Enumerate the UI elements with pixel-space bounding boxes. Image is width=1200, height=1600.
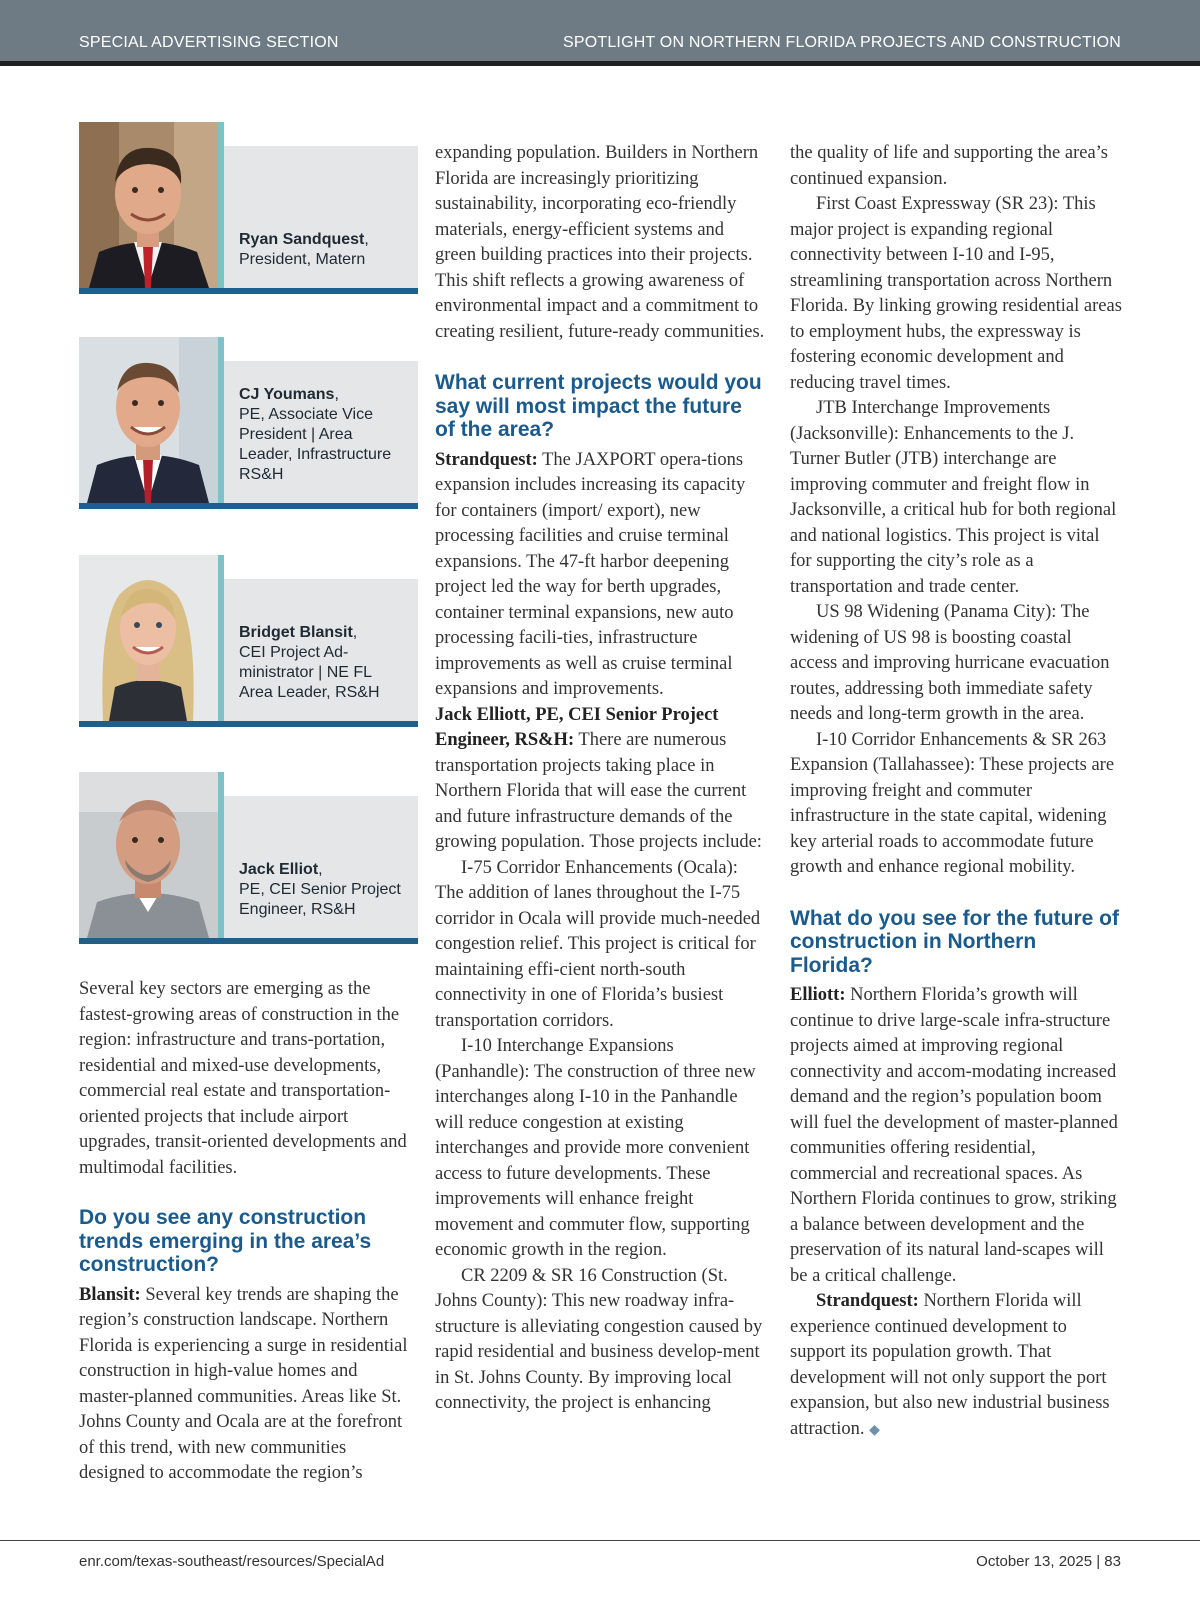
project-paragraph: First Coast Expressway (SR 23): This major project is expanding regional connectivity between I-10 and I-95, streamlining transportation across Northern Florida. By linking growing residential areas to employment hubs, the expressway is fostering economic development and reducing travel times. [790, 194, 1122, 393]
question-heading: What do you see for the future of construction in Northern Florida? [790, 906, 1119, 977]
answer-paragraph [435, 703, 767, 856]
intro-paragraph: Several key sectors are emerging as the fastest-growing areas of construction in the region: infrastructure and trans-portation, residential and mixed-use developments, commercial real estate and transportation-oriented projects that include airport upgrades, transit-oriented developments and multimodal facilities. [79, 979, 407, 1178]
profile-caption: Ryan Sandquest, President, Matern [239, 230, 410, 270]
question-heading: Do you see any construction trends emerging in the area’s construction? [79, 1206, 372, 1276]
question-heading: What current projects would you say will most impact the future of the area? [435, 371, 762, 441]
profile-photo [79, 122, 218, 288]
profile-caption: Jack Elliot, PE, CEI Senior Project Engineer, RS&H [239, 860, 410, 920]
profile-title-line: President, Matern [239, 251, 366, 268]
answer-paragraph [790, 1289, 1122, 1443]
project-paragraph: US 98 Widening (Panama City): The widening of US 98 is boosting coastal access and improving hurricane evacuation routes, addressing both immediate safety needs and long-term growth in the area. [790, 602, 1110, 724]
speaker-name: Blansit: [79, 1284, 141, 1305]
profile-card-blansit [79, 555, 418, 727]
header-rule [0, 61, 1200, 66]
project-paragraph: CR 2209 & SR 16 Construction (St. Johns County): This new roadway infra-structure is alleviating congestion caused by rapid residential and business develop-ment in St. Johns County. By improving local connectivity, the project is enhancing [435, 1265, 763, 1413]
profile-caption: CJ Youmans, PE, Associate Vice President | Area Leader, Infrastructure RS&H [239, 385, 410, 485]
footer-date-page: October 13, 2025 | 83 [976, 1553, 1121, 1570]
speaker-name: Strandquest: [816, 1291, 919, 1311]
answer-paragraph [435, 448, 767, 703]
continued-paragraph: the quality of life and supporting the area’s continued expansion. [790, 143, 1109, 189]
answer-text: Several key trends are shaping the region’s construction landscape. Northern Florida is experiencing a surge in residential construction in high-value homes and master-planned communities. Areas like St. Johns County and Ocala are at the forefront of this trend, with new communities designed to accommodate the region’s [79, 1284, 408, 1483]
profile-card-youmans [79, 337, 418, 509]
column-1 [79, 977, 413, 1487]
profile-title-line: Area Leader, RS&H [239, 684, 380, 701]
column-2 [435, 141, 767, 1417]
header-bar [0, 0, 1200, 66]
continued-paragraph: expanding population. Builders in Northern Florida are increasingly prioritizing sustainability, incorporating eco-friendly materials, energy-efficient systems and green building practices into their projects. This shift reflects a growing awareness of environmental impact and a commitment to creating resilient, future-ready communities. [435, 143, 765, 342]
profile-caption: Bridget Blansit, CEI Project Ad- ministrator | NE FL Area Leader, RS&H [239, 623, 410, 703]
profile-title-line: Engineer, RS&H [239, 901, 356, 918]
profile-title-line: ministrator | NE FL [239, 664, 373, 681]
card-bottom-bar [79, 721, 418, 727]
card-bottom-bar [79, 503, 418, 509]
profile-name: CJ Youmans [239, 386, 335, 403]
answer-text: The JAXPORT opera-tions expansion includes increasing its capacity for containers (import/ export), new processing facilities and cruise terminal expansions. The 47-ft harbor deepening project led the way for berth upgrades, container terminal expansions, new auto processing facili-ties, infrastructure improvements as well as cruise terminal expansions and improvements. [435, 449, 746, 699]
answer-text: There are numerous transportation projects taking place in Northern Florida that will ease the current and future infrastructure demands of the growing population. Those projects include: [435, 730, 762, 852]
profile-card-elliot [79, 772, 418, 944]
section-label: SPECIAL ADVERTISING SECTION [79, 34, 339, 51]
speaker-name: Strandquest: [435, 449, 538, 470]
spotlight-label: SPOTLIGHT ON NORTHERN FLORIDA PROJECTS AND CONSTRUCTION [562, 34, 1121, 51]
answer-text: Northern Florida will experience continued development to support its population growth. That development will not only support the port expansion, but also new industrial business attraction. [790, 1291, 1110, 1439]
profile-photo [79, 555, 218, 721]
answer-text: Northern Florida’s growth will continue to drive large-scale infra-structure projects aimed at improving regional connectivity and accom-modating increased demand and the region’s population boom will fuel the development of master-planned communities offering residential, commercial and recreational spaces. As Northern Florida continues to grow, striking a balance between development and the preservation of its natural land-scapes will be a critical challenge. [790, 985, 1118, 1286]
column-3 [790, 141, 1122, 1443]
answer-paragraph [790, 983, 1122, 1289]
profile-title-line: RS&H [239, 466, 284, 483]
speaker-name: Elliott: [790, 985, 846, 1005]
footer-rule [0, 1540, 1200, 1541]
profile-name: Jack Elliot [239, 861, 319, 878]
profile-title-line: PE, CEI Senior Project [239, 881, 401, 898]
project-paragraph: I-75 Corridor Enhancements (Ocala): The addition of lanes throughout the I-75 corridor in Ocala will provide much-needed congestion relief. This project is critical for maintaining effi-cient north-south connectivity in one of Florida’s busiest transportation corridors. [435, 857, 761, 1031]
profile-photo [79, 772, 218, 938]
profile-title-line: President | Area [239, 426, 353, 443]
profile-title-line: PE, Associate Vice [239, 406, 373, 423]
speaker-name: Jack Elliott, PE, CEI Senior Project Engineer, RS&H: [435, 704, 719, 750]
project-paragraph: JTB Interchange Improvements (Jacksonville): Enhancements to the J. Turner Butler (JTB) interchange are improving commuter and freight flow in Jacksonville, a critical hub for both regional and national logistics. This project is vital for supporting the city’s role as a transportation and trade center. [790, 398, 1117, 597]
project-paragraph: I-10 Interchange Expansions (Panhandle): The construction of three new interchanges along I-10 in the Panhandle will reduce congestion at existing interchanges and provide more convenient access to future developments. These improvements will enhance freight movement and commuter flow, supporting economic growth in the region. [435, 1036, 756, 1260]
card-bottom-bar [79, 938, 418, 944]
profile-name: Bridget Blansit [239, 624, 353, 641]
profile-name: Ryan Sandquest [239, 231, 365, 248]
profile-photo [79, 337, 218, 503]
profile-card-sandquest [79, 122, 418, 294]
project-paragraph: I-10 Corridor Enhancements & SR 263 Expansion (Tallahassee): These projects are improving freight and commuter infrastructure in the state capital, widening key arterial roads to accommodate future growth and enhance regional mobility. [790, 729, 1115, 877]
footer-url: enr.com/texas-southeast/resources/SpecialAd [79, 1553, 385, 1570]
profile-title-line: CEI Project Ad- [239, 644, 349, 661]
card-bottom-bar [79, 288, 418, 294]
profile-title-line: Leader, Infrastructure [239, 446, 392, 463]
end-mark-icon: ◆ [869, 1422, 880, 1438]
answer-paragraph [79, 1283, 413, 1487]
